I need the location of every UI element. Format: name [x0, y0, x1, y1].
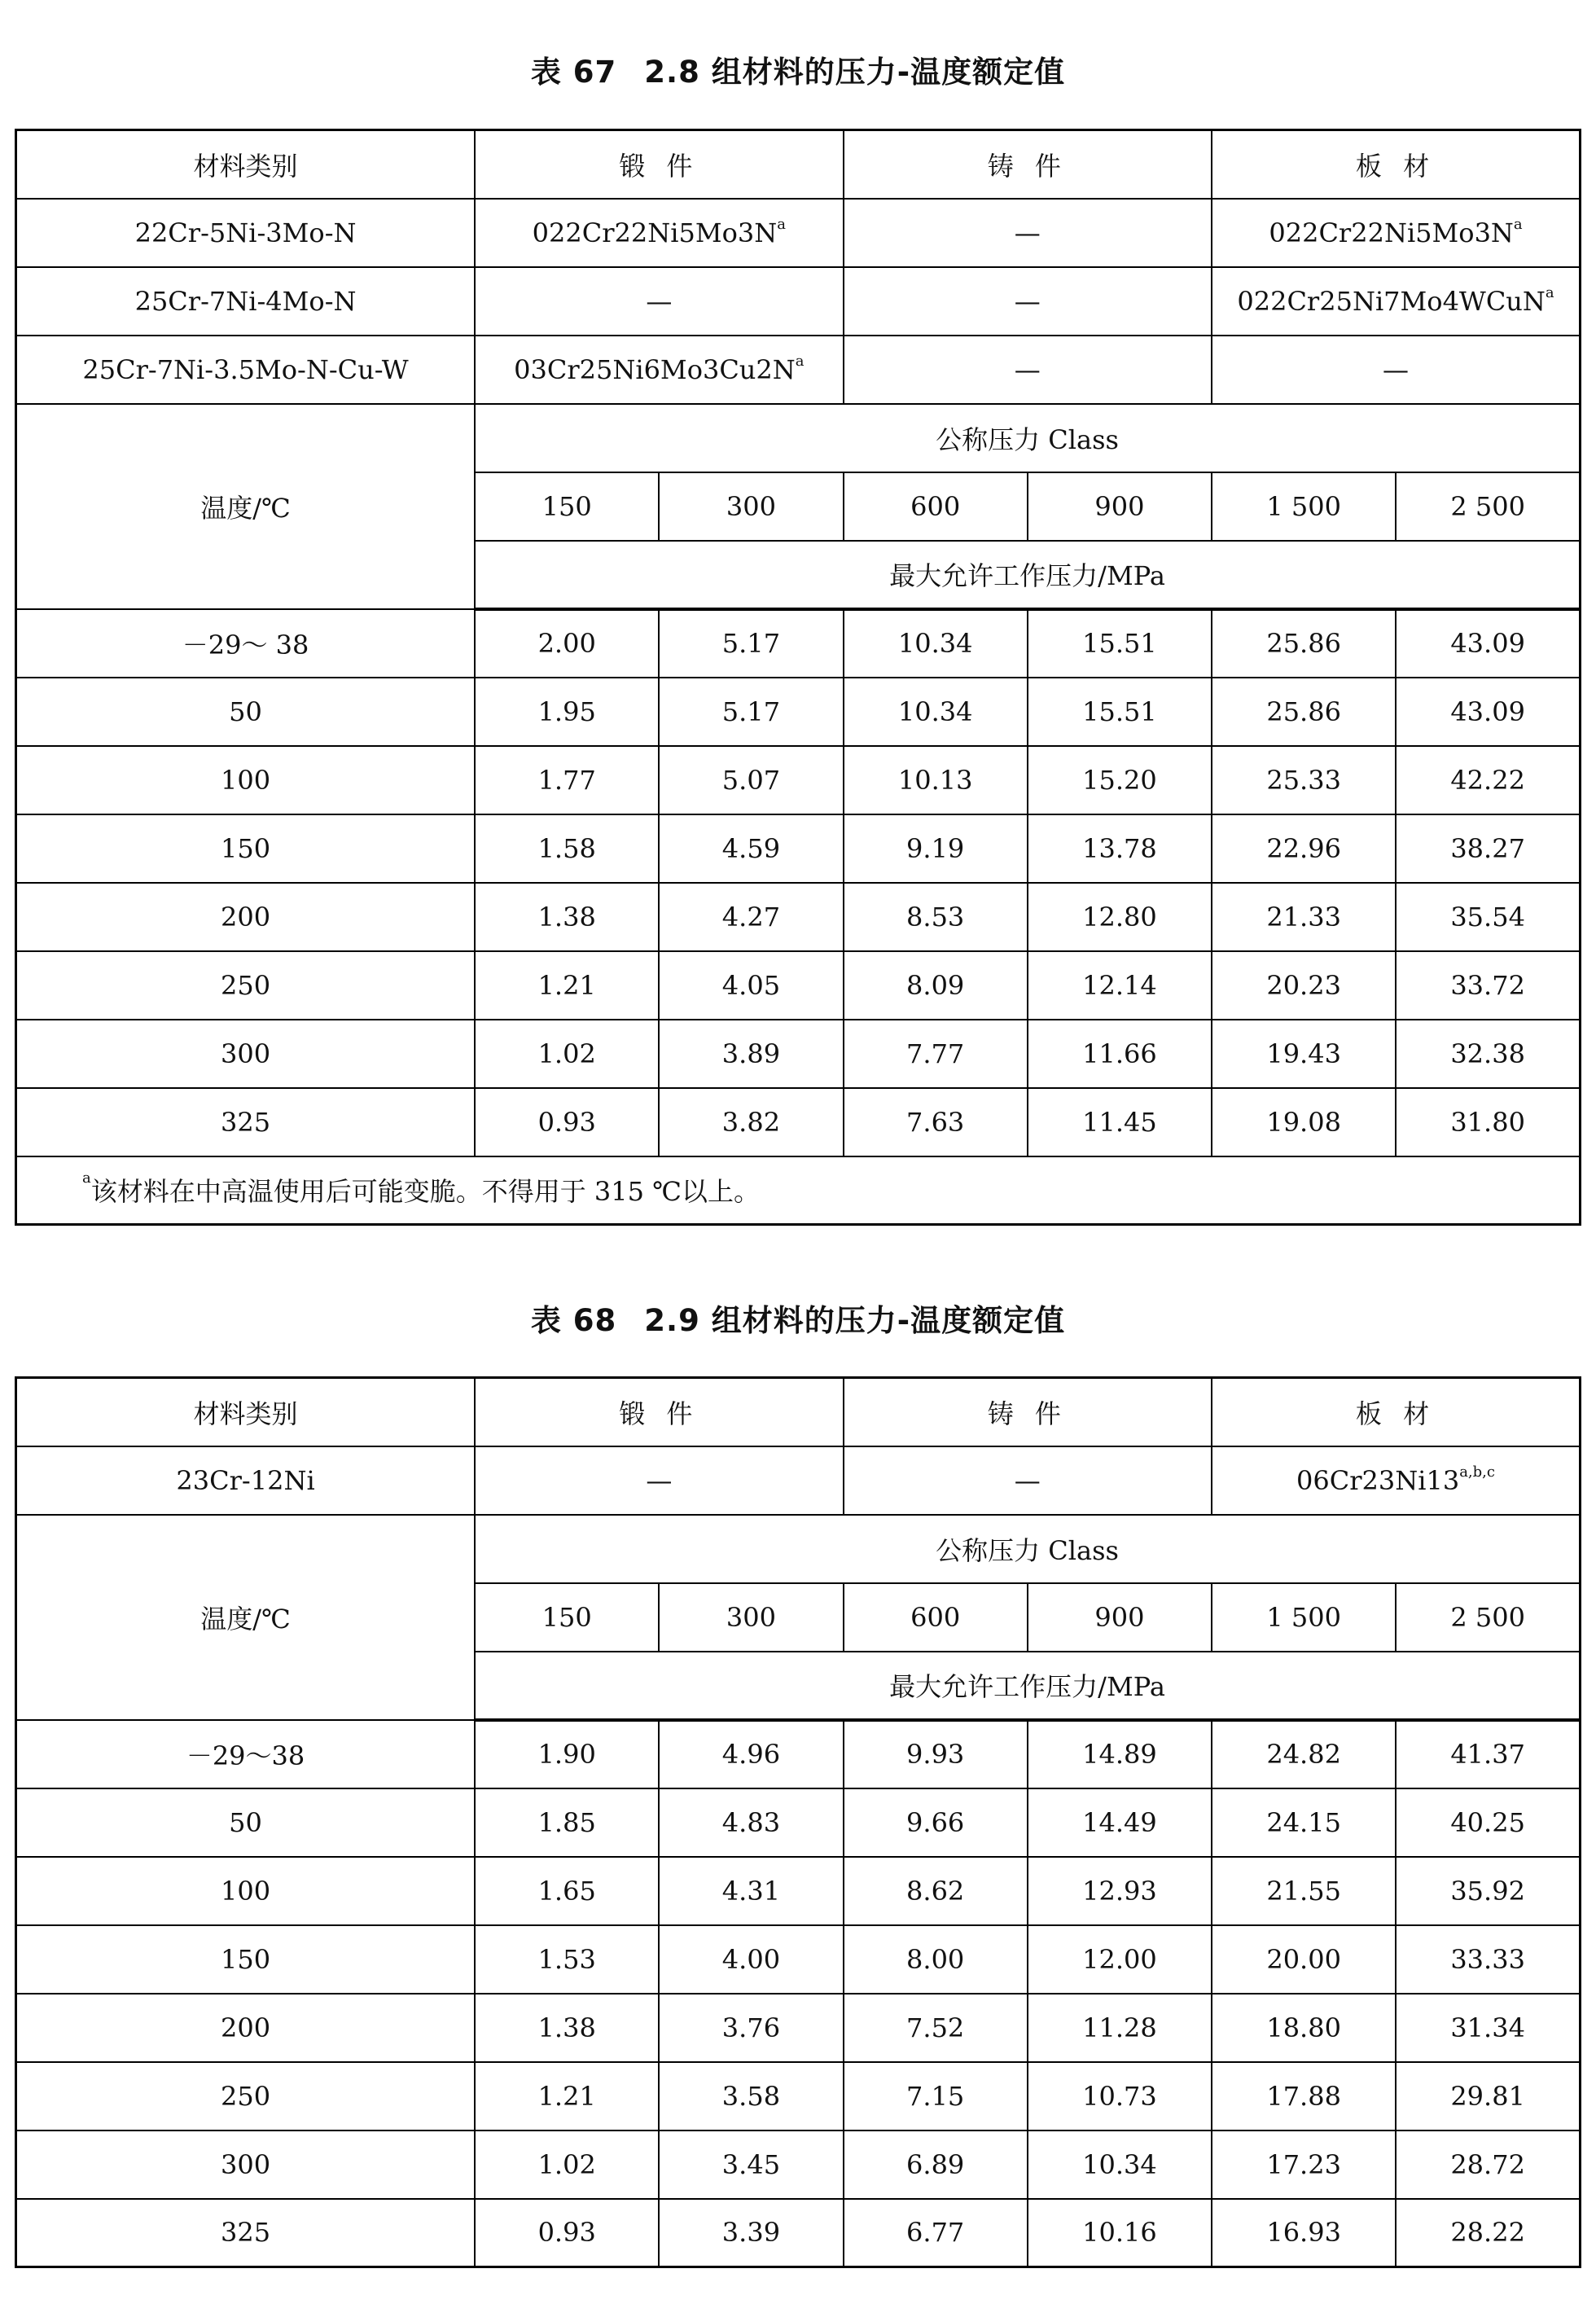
pressure-value-cell: 13.78: [1028, 814, 1212, 883]
pressure-value-cell: 17.23: [1212, 2130, 1396, 2199]
pressure-value-cell: 1.53: [475, 1925, 659, 1994]
class-value: 1 500: [1212, 472, 1396, 541]
material-casting: —: [844, 336, 1212, 404]
pressure-value-cell: 10.73: [1028, 2062, 1212, 2130]
pressure-value-cell: 4.31: [659, 1857, 843, 1925]
pressure-value-cell: 9.19: [844, 814, 1028, 883]
pressure-value-cell: 25.86: [1212, 609, 1396, 678]
pressure-value-cell: 35.92: [1396, 1857, 1580, 1925]
table68-number: 表 68: [530, 1303, 617, 1338]
material-casting: —: [844, 199, 1212, 267]
table67-data-body: [16, 609, 1581, 1156]
pressure-value-cell: 16.93: [1212, 2199, 1396, 2267]
pressure-value-cell: 9.66: [844, 1788, 1028, 1857]
table-row: [16, 1925, 1581, 1994]
pressure-value-cell: 5.07: [659, 746, 843, 814]
table-row: [16, 1020, 1581, 1088]
temperature-cell: 250: [16, 2062, 476, 2130]
temperature-cell: 150: [16, 814, 476, 883]
material-category: 23Cr-12Ni: [16, 1446, 476, 1515]
pressure-value-cell: 12.14: [1028, 951, 1212, 1020]
table67-footnote-row: [16, 1156, 1581, 1225]
pressure-value-cell: 1.38: [475, 883, 659, 951]
pressure-value-cell: 4.59: [659, 814, 843, 883]
table68-title: 2.9 组材料的压力-温度额定值: [644, 1303, 1066, 1338]
pressure-value-cell: 29.81: [1396, 2062, 1580, 2130]
temperature-cell: －29～38: [16, 1720, 476, 1788]
pressure-value-cell: 8.53: [844, 883, 1028, 951]
table67-material-row: [16, 199, 1581, 267]
pressure-value-cell: 9.93: [844, 1720, 1028, 1788]
temp-header: 温度/℃: [16, 1515, 476, 1720]
table67-header-plate: 板 材: [1212, 130, 1580, 199]
material-forging: $022Cr22Ni5Mo3N^a$: [475, 199, 843, 267]
pressure-value-cell: 19.43: [1212, 1020, 1396, 1088]
class-value: 150: [475, 472, 659, 541]
pressure-header: 最大允许工作压力/MPa: [475, 541, 1580, 609]
class-value: 600: [844, 1583, 1028, 1652]
temperature-cell: 150: [16, 1925, 476, 1994]
class-value: 300: [659, 472, 843, 541]
material-category: 25Cr-7Ni-3.5Mo-N-Cu-W: [16, 336, 476, 404]
table67-header-forging: 锻 件: [475, 130, 843, 199]
pressure-value-cell: 10.16: [1028, 2199, 1212, 2267]
table67-number: 表 67: [530, 55, 617, 90]
table67-class-row: [16, 404, 1581, 472]
pressure-header: 最大允许工作压力/MPa: [475, 1652, 1580, 1720]
pressure-value-cell: 4.05: [659, 951, 843, 1020]
material-category: 22Cr-5Ni-3Mo-N: [16, 199, 476, 267]
table67-header-category: 材料类别: [16, 130, 476, 199]
pressure-value-cell: 41.37: [1396, 1720, 1580, 1788]
pressure-value-cell: 24.15: [1212, 1788, 1396, 1857]
pressure-value-cell: 12.00: [1028, 1925, 1212, 1994]
pressure-value-cell: 1.38: [475, 1994, 659, 2062]
footnote-mark: a: [1513, 215, 1523, 233]
class-value: 150: [475, 1583, 659, 1652]
table-row: [16, 678, 1581, 746]
table67: [15, 129, 1581, 1226]
pressure-value-cell: 4.83: [659, 1788, 843, 1857]
class-header: 公称压力 Class: [475, 404, 1580, 472]
pressure-value-cell: 15.20: [1028, 746, 1212, 814]
table67-header-row: [16, 130, 1581, 199]
pressure-value-cell: 10.34: [1028, 2130, 1212, 2199]
pressure-value-cell: 8.00: [844, 1925, 1028, 1994]
pressure-value-cell: 1.58: [475, 814, 659, 883]
pressure-value-cell: 8.09: [844, 951, 1028, 1020]
pressure-value-cell: 0.93: [475, 1088, 659, 1156]
pressure-value-cell: 2.00: [475, 609, 659, 678]
table68-caption: [0, 1296, 1596, 1340]
table67-material-row: [16, 267, 1581, 336]
pressure-value-cell: 14.89: [1028, 1720, 1212, 1788]
pressure-value-cell: 8.62: [844, 1857, 1028, 1925]
material-forging: $03Cr25Ni6Mo3Cu2N^a$: [475, 336, 843, 404]
pressure-value-cell: 4.00: [659, 1925, 843, 1994]
pressure-value-cell: 5.17: [659, 678, 843, 746]
class-value: 300: [659, 1583, 843, 1652]
class-value: 2 500: [1396, 472, 1580, 541]
pressure-value-cell: 11.28: [1028, 1994, 1212, 2062]
temperature-cell: －29～ 38: [16, 609, 476, 678]
pressure-value-cell: 18.80: [1212, 1994, 1396, 2062]
class-value: 600: [844, 472, 1028, 541]
pressure-value-cell: 1.02: [475, 2130, 659, 2199]
temperature-cell: 325: [16, 2199, 476, 2267]
pressure-value-cell: 20.00: [1212, 1925, 1396, 1994]
class-value: 1 500: [1212, 1583, 1396, 1652]
pressure-value-cell: 15.51: [1028, 678, 1212, 746]
pressure-value-cell: 6.77: [844, 2199, 1028, 2267]
pressure-value-cell: 17.88: [1212, 2062, 1396, 2130]
pressure-value-cell: 11.45: [1028, 1088, 1212, 1156]
pressure-value-cell: 25.86: [1212, 678, 1396, 746]
pressure-value-cell: 4.27: [659, 883, 843, 951]
pressure-value-cell: 10.34: [844, 609, 1028, 678]
class-value: 2 500: [1396, 1583, 1580, 1652]
pressure-value-cell: 1.77: [475, 746, 659, 814]
pressure-value-cell: 1.85: [475, 1788, 659, 1857]
temperature-cell: 200: [16, 883, 476, 951]
table-row: [16, 1788, 1581, 1857]
table-row: [16, 1720, 1581, 1788]
pressure-value-cell: 3.58: [659, 2062, 843, 2130]
temperature-cell: 325: [16, 1088, 476, 1156]
temperature-cell: 300: [16, 1020, 476, 1088]
material-casting: —: [844, 267, 1212, 336]
temperature-cell: 100: [16, 746, 476, 814]
footnote-mark: a: [82, 1169, 91, 1187]
table68-header-plate: 板 材: [1212, 1378, 1580, 1446]
pressure-value-cell: 3.89: [659, 1020, 843, 1088]
pressure-value-cell: 31.34: [1396, 1994, 1580, 2062]
pressure-value-cell: 1.21: [475, 951, 659, 1020]
pressure-value-cell: 1.90: [475, 1720, 659, 1788]
table68-header-category: 材料类别: [16, 1378, 476, 1446]
pressure-value-cell: 28.72: [1396, 2130, 1580, 2199]
temperature-cell: 100: [16, 1857, 476, 1925]
class-header: 公称压力 Class: [475, 1515, 1580, 1583]
pressure-value-cell: 20.23: [1212, 951, 1396, 1020]
table-row: [16, 951, 1581, 1020]
table67-footnote: $^a$该材料在中高温使用后可能变脆。不得用于 315 ℃以上。: [16, 1156, 1581, 1225]
table68: [15, 1376, 1581, 2268]
pressure-value-cell: 42.22: [1396, 746, 1580, 814]
pressure-value-cell: 7.52: [844, 1994, 1028, 2062]
table68-class-row: [16, 1515, 1581, 1583]
pressure-value-cell: 22.96: [1212, 814, 1396, 883]
pressure-value-cell: 3.76: [659, 1994, 843, 2062]
table68-header-forging: 锻 件: [475, 1378, 843, 1446]
footnote-mark: a,b,c: [1459, 1463, 1495, 1481]
table-row: [16, 1088, 1581, 1156]
pressure-value-cell: 7.77: [844, 1020, 1028, 1088]
pressure-value-cell: 38.27: [1396, 814, 1580, 883]
pressure-value-cell: 19.08: [1212, 1088, 1396, 1156]
material-plate: —: [1212, 336, 1580, 404]
pressure-value-cell: 15.51: [1028, 609, 1212, 678]
class-value: 900: [1028, 1583, 1212, 1652]
pressure-value-cell: 32.38: [1396, 1020, 1580, 1088]
table-row: [16, 609, 1581, 678]
table-row: [16, 2062, 1581, 2130]
pressure-value-cell: 12.80: [1028, 883, 1212, 951]
pressure-value-cell: 24.82: [1212, 1720, 1396, 1788]
footnote-mark: a: [795, 352, 805, 370]
pressure-value-cell: 31.80: [1396, 1088, 1580, 1156]
pressure-value-cell: 14.49: [1028, 1788, 1212, 1857]
temp-header: 温度/℃: [16, 404, 476, 609]
table-row: [16, 746, 1581, 814]
table68-header-row: [16, 1378, 1581, 1446]
material-forging: —: [475, 1446, 843, 1515]
pressure-value-cell: 3.39: [659, 2199, 843, 2267]
pressure-value-cell: 1.65: [475, 1857, 659, 1925]
table-row: [16, 1994, 1581, 2062]
table67-title: 2.8 组材料的压力-温度额定值: [644, 55, 1066, 90]
table68-material-row: [16, 1446, 1581, 1515]
pressure-value-cell: 6.89: [844, 2130, 1028, 2199]
pressure-value-cell: 10.34: [844, 678, 1028, 746]
table68-header-casting: 铸 件: [844, 1378, 1212, 1446]
class-value: 900: [1028, 472, 1212, 541]
pressure-value-cell: 1.21: [475, 2062, 659, 2130]
pressure-value-cell: 43.09: [1396, 609, 1580, 678]
temperature-cell: 50: [16, 1788, 476, 1857]
table-row: [16, 883, 1581, 951]
table-row: [16, 2199, 1581, 2267]
pressure-value-cell: 1.02: [475, 1020, 659, 1088]
material-plate: 022Cr25Ni7Mo4WCuN$^a$: [1212, 267, 1580, 336]
table-row: [16, 814, 1581, 883]
temperature-cell: 250: [16, 951, 476, 1020]
table67-caption: [0, 47, 1596, 91]
pressure-value-cell: 35.54: [1396, 883, 1580, 951]
temperature-cell: 50: [16, 678, 476, 746]
pressure-value-cell: 12.93: [1028, 1857, 1212, 1925]
footnote-mark: a: [777, 215, 786, 233]
temperature-cell: 300: [16, 2130, 476, 2199]
pressure-value-cell: 40.25: [1396, 1788, 1580, 1857]
pressure-value-cell: 7.63: [844, 1088, 1028, 1156]
pressure-value-cell: 33.33: [1396, 1925, 1580, 1994]
pressure-value-cell: 11.66: [1028, 1020, 1212, 1088]
pressure-value-cell: 21.55: [1212, 1857, 1396, 1925]
table-row: [16, 1857, 1581, 1925]
footnote-mark: a: [1545, 283, 1554, 301]
pressure-value-cell: 3.45: [659, 2130, 843, 2199]
pressure-value-cell: 25.33: [1212, 746, 1396, 814]
table67-header-casting: 铸 件: [844, 130, 1212, 199]
pressure-value-cell: 7.15: [844, 2062, 1028, 2130]
table-row: [16, 2130, 1581, 2199]
pressure-value-cell: 28.22: [1396, 2199, 1580, 2267]
material-plate: 06Cr23Ni13$^{a,b,c}$: [1212, 1446, 1580, 1515]
pressure-value-cell: 5.17: [659, 609, 843, 678]
pressure-value-cell: 1.95: [475, 678, 659, 746]
pressure-value-cell: 3.82: [659, 1088, 843, 1156]
material-casting: —: [844, 1446, 1212, 1515]
pressure-value-cell: 10.13: [844, 746, 1028, 814]
material-forging: —: [475, 267, 843, 336]
material-category: 25Cr-7Ni-4Mo-N: [16, 267, 476, 336]
temperature-cell: 200: [16, 1994, 476, 2062]
pressure-value-cell: 4.96: [659, 1720, 843, 1788]
pressure-value-cell: 43.09: [1396, 678, 1580, 746]
pressure-value-cell: 33.72: [1396, 951, 1580, 1020]
table68-data-body: [16, 1720, 1581, 2267]
pressure-value-cell: 21.33: [1212, 883, 1396, 951]
table67-material-row: [16, 336, 1581, 404]
pressure-value-cell: 0.93: [475, 2199, 659, 2267]
material-plate: $022Cr22Ni5Mo3N^a$: [1212, 199, 1580, 267]
